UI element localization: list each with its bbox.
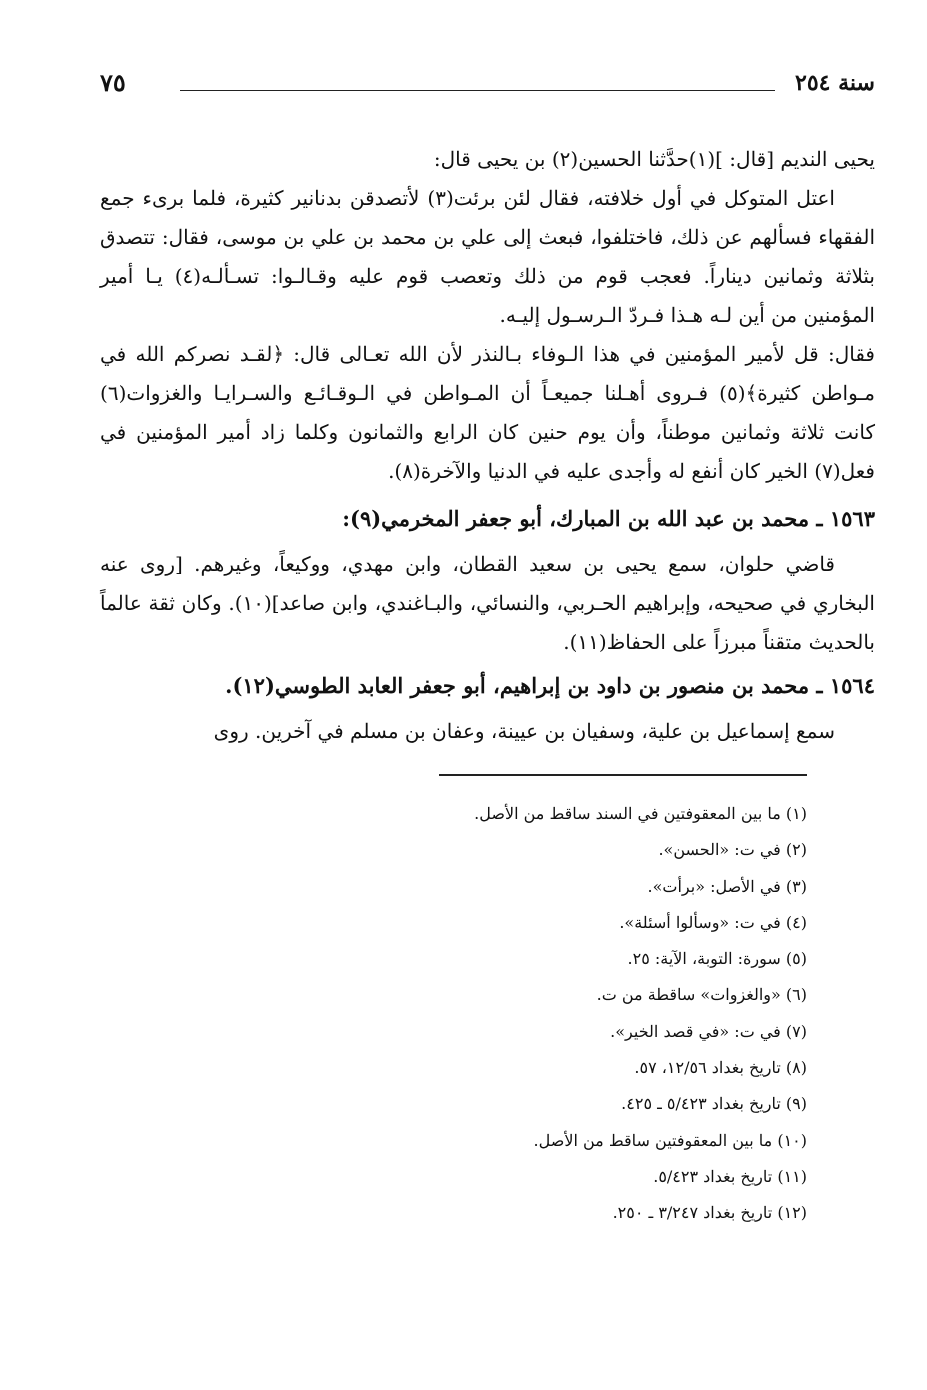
main-text <box>100 140 875 751</box>
book-page <box>100 60 875 751</box>
footnote-2: (٢) في ت: «الحسن». <box>658 840 807 860</box>
footnote-rule <box>439 774 807 776</box>
page-number: ٧٥ <box>100 68 126 97</box>
header-year: سنة ٢٥٤ <box>795 70 875 96</box>
footnote-12: (١٢) تاريخ بغداد ٣/٢٤٧ ـ ٢٥٠. <box>612 1203 807 1223</box>
entry-heading-1564: ١٥٦٤ ـ محمد بن منصور بن داود بن إبراهيم، أبو جعفر العابد الطوسي(١٢). <box>225 673 875 698</box>
footnote-5: (٥) سورة: التوبة، الآية: ٢٥. <box>627 949 807 969</box>
footnotes <box>107 796 807 1232</box>
footnote-3: (٣) في الأصل: «برأت». <box>647 876 807 896</box>
footnote-9: (٩) تاريخ بغداد ٥/٤٢٣ ـ ٤٢٥. <box>621 1094 807 1114</box>
running-header <box>100 60 875 100</box>
footnote-11: (١١) تاريخ بغداد ٥/٤٢٣. <box>653 1166 807 1186</box>
footnote-8: (٨) تاريخ بغداد ١٢/٥٦، ٥٧. <box>634 1058 807 1078</box>
paragraph-2: اعتل المتوكل في أول خلافته، فقال لئن برئت(٣) لأتصدقن بدنانير كثيرة، فلما برىء جمع الفقهاء فسألهم عن ذلك، فاختلفوا، فبعث إلى علي بن محمد بن علي بن موسى، فقال: تتصدق بثلاثة وثمانين ديناراً. فعجب قوم من ذلك وتعصب قوم عليه وقـالـوا: تسـألـه(٤) يـا أمير المؤمنين من أين لـه هـذا فـردّ الـرسـول إليـه. <box>100 186 875 327</box>
footnote-1: (١) ما بين المعقوفتين في السند ساقط من الأصل. <box>474 804 807 823</box>
footnote-7: (٧) في ت: «في قصد الخير». <box>610 1021 807 1041</box>
header-rule <box>180 90 775 91</box>
footnote-6: (٦) «والغزوات» ساقطة من ت. <box>596 985 807 1005</box>
paragraph-4: قاضي حلوان، سمع يحيى بن سعيد القطان، وابن مهدي، ووكيعاً، وغيرهم. [روى عنه البخاري في صحيحه، وإبراهيم الحـربي، والنسائي، والبـاغندي، وابن صاعد](١٠). وكان ثقة عالماً بالحديث متقناً مبرزاً على الحفاظ(١١). <box>100 552 875 654</box>
paragraph-1: يحيى النديم [قال: ](١)حدَّثنا الحسين(٢) بن يحيى قال: <box>433 147 875 171</box>
paragraph-5: سمع إسماعيل بن علية، وسفيان بن عيينة، وعفان بن مسلم في آخرين. روى <box>213 719 835 743</box>
paragraph-3: فقال: قل لأمير المؤمنين في هذا الـوفاء بـالنذر لأن الله تعـالى قال: ﴿لقـد نصركم الله في مـواطن كثيرة﴾(٥) فـروى أهـلنا جميعـاً أن المـواطن في الـوقـائـع والسـرايـا والغزوات(٦) كانت ثلاثة وثمانين موطناً، وأن يوم حنين كان الرابع والثمانون وكلما زاد أمير المؤمنين في فعل(٧) الخير كان أنفع له وأجدى عليه في الدنيا والآخرة(٨). <box>100 342 875 483</box>
footnote-10: (١٠) ما بين المعقوفتين ساقط من الأصل. <box>533 1130 807 1150</box>
footnote-4: (٤) في ت: «وسألوا أسئلة». <box>619 912 807 932</box>
entry-heading-1563: ١٥٦٣ ـ محمد بن عبد الله بن المبارك، أبو جعفر المخرمي(٩): <box>342 506 875 531</box>
